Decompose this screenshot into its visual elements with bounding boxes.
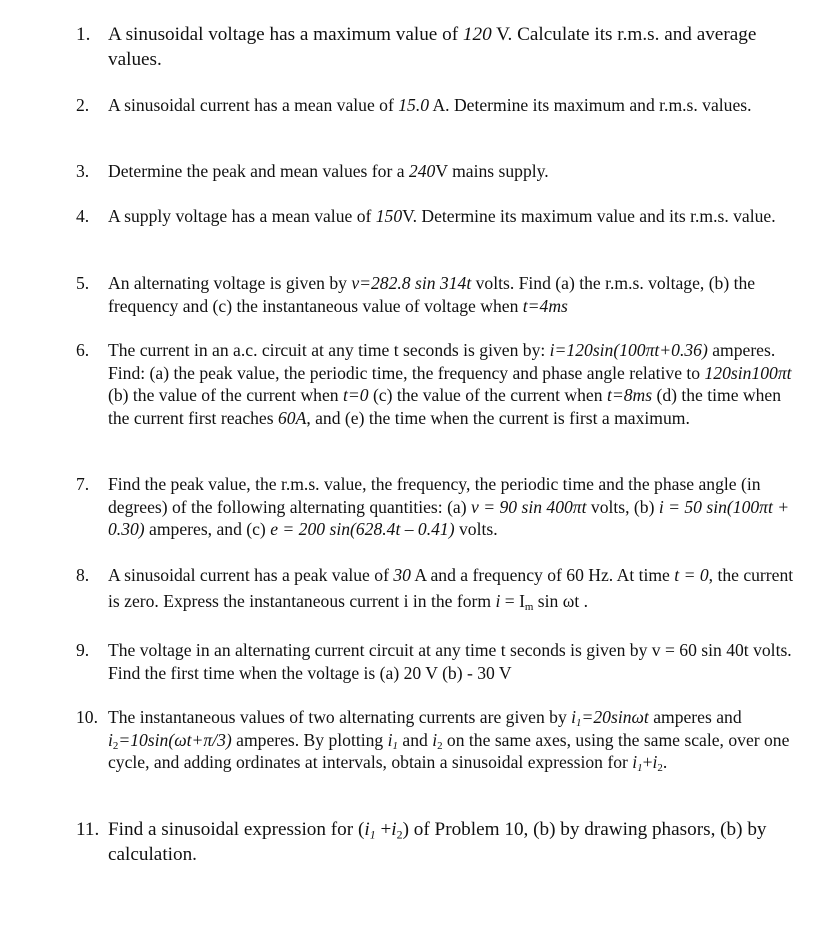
math-text: i = 50 sin(100πt + 0.30) — [108, 496, 790, 540]
problem-8 — [76, 562, 806, 614]
subscript-text: m — [524, 601, 534, 614]
text-segment: Find the peak value, the r.m.s. value, the frequency, the periodic time and the phase angle (in degrees) of the following alternating quantities: (a) — [108, 474, 761, 517]
text-segment: The voltage in an alternating current circuit at any time t seconds is given by v = 60 sin 40t volts. Find the first time when the voltage is (a) 20 V (b) - 30 V — [108, 640, 792, 683]
math-text: i — [387, 729, 393, 750]
math-text: i — [391, 819, 397, 840]
problem-2 — [76, 94, 806, 117]
problem-10 — [76, 706, 806, 774]
subscript-text: 1 — [576, 717, 582, 730]
problem-number: 1. — [76, 24, 91, 45]
problem-number: 3. — [76, 161, 90, 181]
problem-number: 11. — [76, 819, 100, 840]
text-segment: The instantaneous values of two alternating currents are given by — [108, 707, 572, 727]
text-segment: volts. — [454, 519, 498, 540]
text-segment: , the current is zero. Express the instantaneous current i in the form — [108, 565, 794, 611]
math-text: 60A — [277, 407, 307, 428]
subscript-text: 2 — [396, 827, 403, 842]
problem-text — [108, 639, 806, 684]
math-text: t=0 — [342, 385, 369, 406]
text-segment: The current in an a.c. circuit at any time t seconds is given by: — [108, 340, 550, 360]
math-text: t=8ms — [606, 385, 653, 406]
text-segment: V. Calculate its r.m.s. and average values. — [108, 24, 757, 70]
problem-text — [108, 160, 806, 183]
text-segment: = I — [500, 591, 525, 611]
problem-4 — [76, 205, 806, 228]
text-segment: V mains supply. — [435, 161, 549, 181]
math-text: 150 — [375, 206, 403, 226]
text-segment: A. Determine its maximum and r.m.s. values. — [429, 95, 752, 115]
text-segment: An alternating voltage is given by — [108, 273, 352, 293]
text-segment: sin ωt . — [533, 591, 589, 611]
math-text: t = 0 — [674, 565, 709, 585]
problem-text — [108, 205, 806, 228]
subscript-text: 1 — [392, 739, 398, 752]
math-text: =20sinωt — [581, 707, 649, 727]
text-segment: A sinusoidal current has a peak value of — [108, 565, 394, 585]
math-text: i — [364, 819, 370, 840]
problem-text — [108, 473, 806, 541]
text-segment: Determine the peak and mean values for a — [108, 161, 409, 181]
math-text: i — [432, 729, 438, 750]
math-text: t=4ms — [522, 295, 568, 316]
problem-11 — [76, 818, 806, 867]
math-text: i — [652, 752, 658, 773]
text-segment: on the same axes, using the same scale, over one cycle, and adding ordinates at intervals, obtain a sinusoidal expression for — [108, 729, 790, 773]
text-segment: , and (e) the time when the current is first a maximum. — [306, 407, 690, 428]
text-segment: A and a frequency of 60 Hz. At time — [410, 565, 675, 585]
text-segment: volts. Find (a) the r.m.s. voltage, (b) the frequency and (c) the instantaneous value of voltage when — [108, 273, 756, 316]
subscript-text: 1 — [369, 827, 376, 842]
problem-5 — [76, 272, 806, 317]
problem-number: 9. — [76, 640, 90, 660]
text-segment: (c) the value of the current when — [368, 385, 607, 406]
math-text: 240 — [408, 161, 436, 181]
problem-text — [108, 23, 806, 72]
subscript-text: 1 — [637, 762, 643, 775]
problem-number: 5. — [76, 273, 90, 293]
problem-number: 10. — [76, 707, 98, 727]
math-text: v = 90 sin 400πt — [471, 496, 587, 517]
text-segment: ) of Problem 10, (b) by drawing phasors, (b) by calculation. — [108, 819, 767, 865]
problem-number: 8. — [76, 565, 90, 585]
text-segment: (d) the time when the current first reaches — [108, 385, 782, 428]
math-text: i=120sin(100πt+0.36) — [549, 340, 708, 360]
math-text: 120 — [462, 24, 492, 45]
problem-text — [108, 706, 806, 774]
subscript-text: 2 — [657, 762, 663, 775]
problem-number: 2. — [76, 95, 90, 115]
problem-number: 6. — [76, 340, 90, 360]
problem-text — [108, 562, 806, 614]
math-text: 120sin100πt — [704, 362, 792, 383]
text-segment: + — [642, 752, 653, 773]
text-segment: amperes. Find: (a) the peak value, the periodic time, the frequency and phase angle relative to — [108, 340, 776, 383]
math-text: e = 200 sin(628.4t – 0.41) — [270, 519, 455, 540]
problem-9 — [76, 639, 806, 684]
problem-text — [108, 272, 806, 317]
problem-text — [108, 339, 806, 429]
problem-3 — [76, 160, 806, 183]
math-text: i — [495, 591, 501, 611]
text-segment: V. Determine its maximum value and its r.m.s. value. — [402, 206, 776, 226]
problem-number: 7. — [76, 474, 90, 494]
math-text: i — [108, 729, 113, 750]
text-segment: amperes. By plotting — [231, 729, 388, 750]
text-segment: (b) the value of the current when — [108, 385, 343, 406]
problem-text — [108, 818, 806, 867]
math-text: =10sin(ωt+π/3) — [118, 729, 232, 750]
math-text: i — [632, 752, 638, 773]
text-segment: amperes, and (c) — [144, 519, 271, 540]
text-segment: and — [397, 729, 433, 750]
text-segment: A supply voltage has a mean value of — [108, 206, 376, 226]
problem-7 — [76, 473, 806, 541]
text-segment: amperes and — [648, 707, 742, 727]
math-text: 30 — [393, 565, 411, 585]
text-segment: volts, (b) — [586, 496, 659, 517]
problem-1 — [76, 23, 806, 72]
subscript-text: 2 — [112, 739, 119, 752]
text-segment: + — [375, 819, 392, 840]
math-text: v=282.8 sin 314t — [351, 273, 472, 293]
text-segment: A sinusoidal voltage has a maximum value of — [108, 24, 463, 45]
problem-6 — [76, 339, 806, 429]
text-segment: A sinusoidal current has a mean value of — [108, 95, 399, 115]
subscript-text: 2 — [437, 739, 443, 752]
text-segment: Find a sinusoidal expression for ( — [108, 819, 365, 840]
problem-number: 4. — [76, 206, 90, 226]
math-text: i — [571, 707, 577, 727]
text-segment: . — [662, 752, 668, 773]
math-text: 15.0 — [398, 95, 430, 115]
problem-text — [108, 94, 806, 117]
